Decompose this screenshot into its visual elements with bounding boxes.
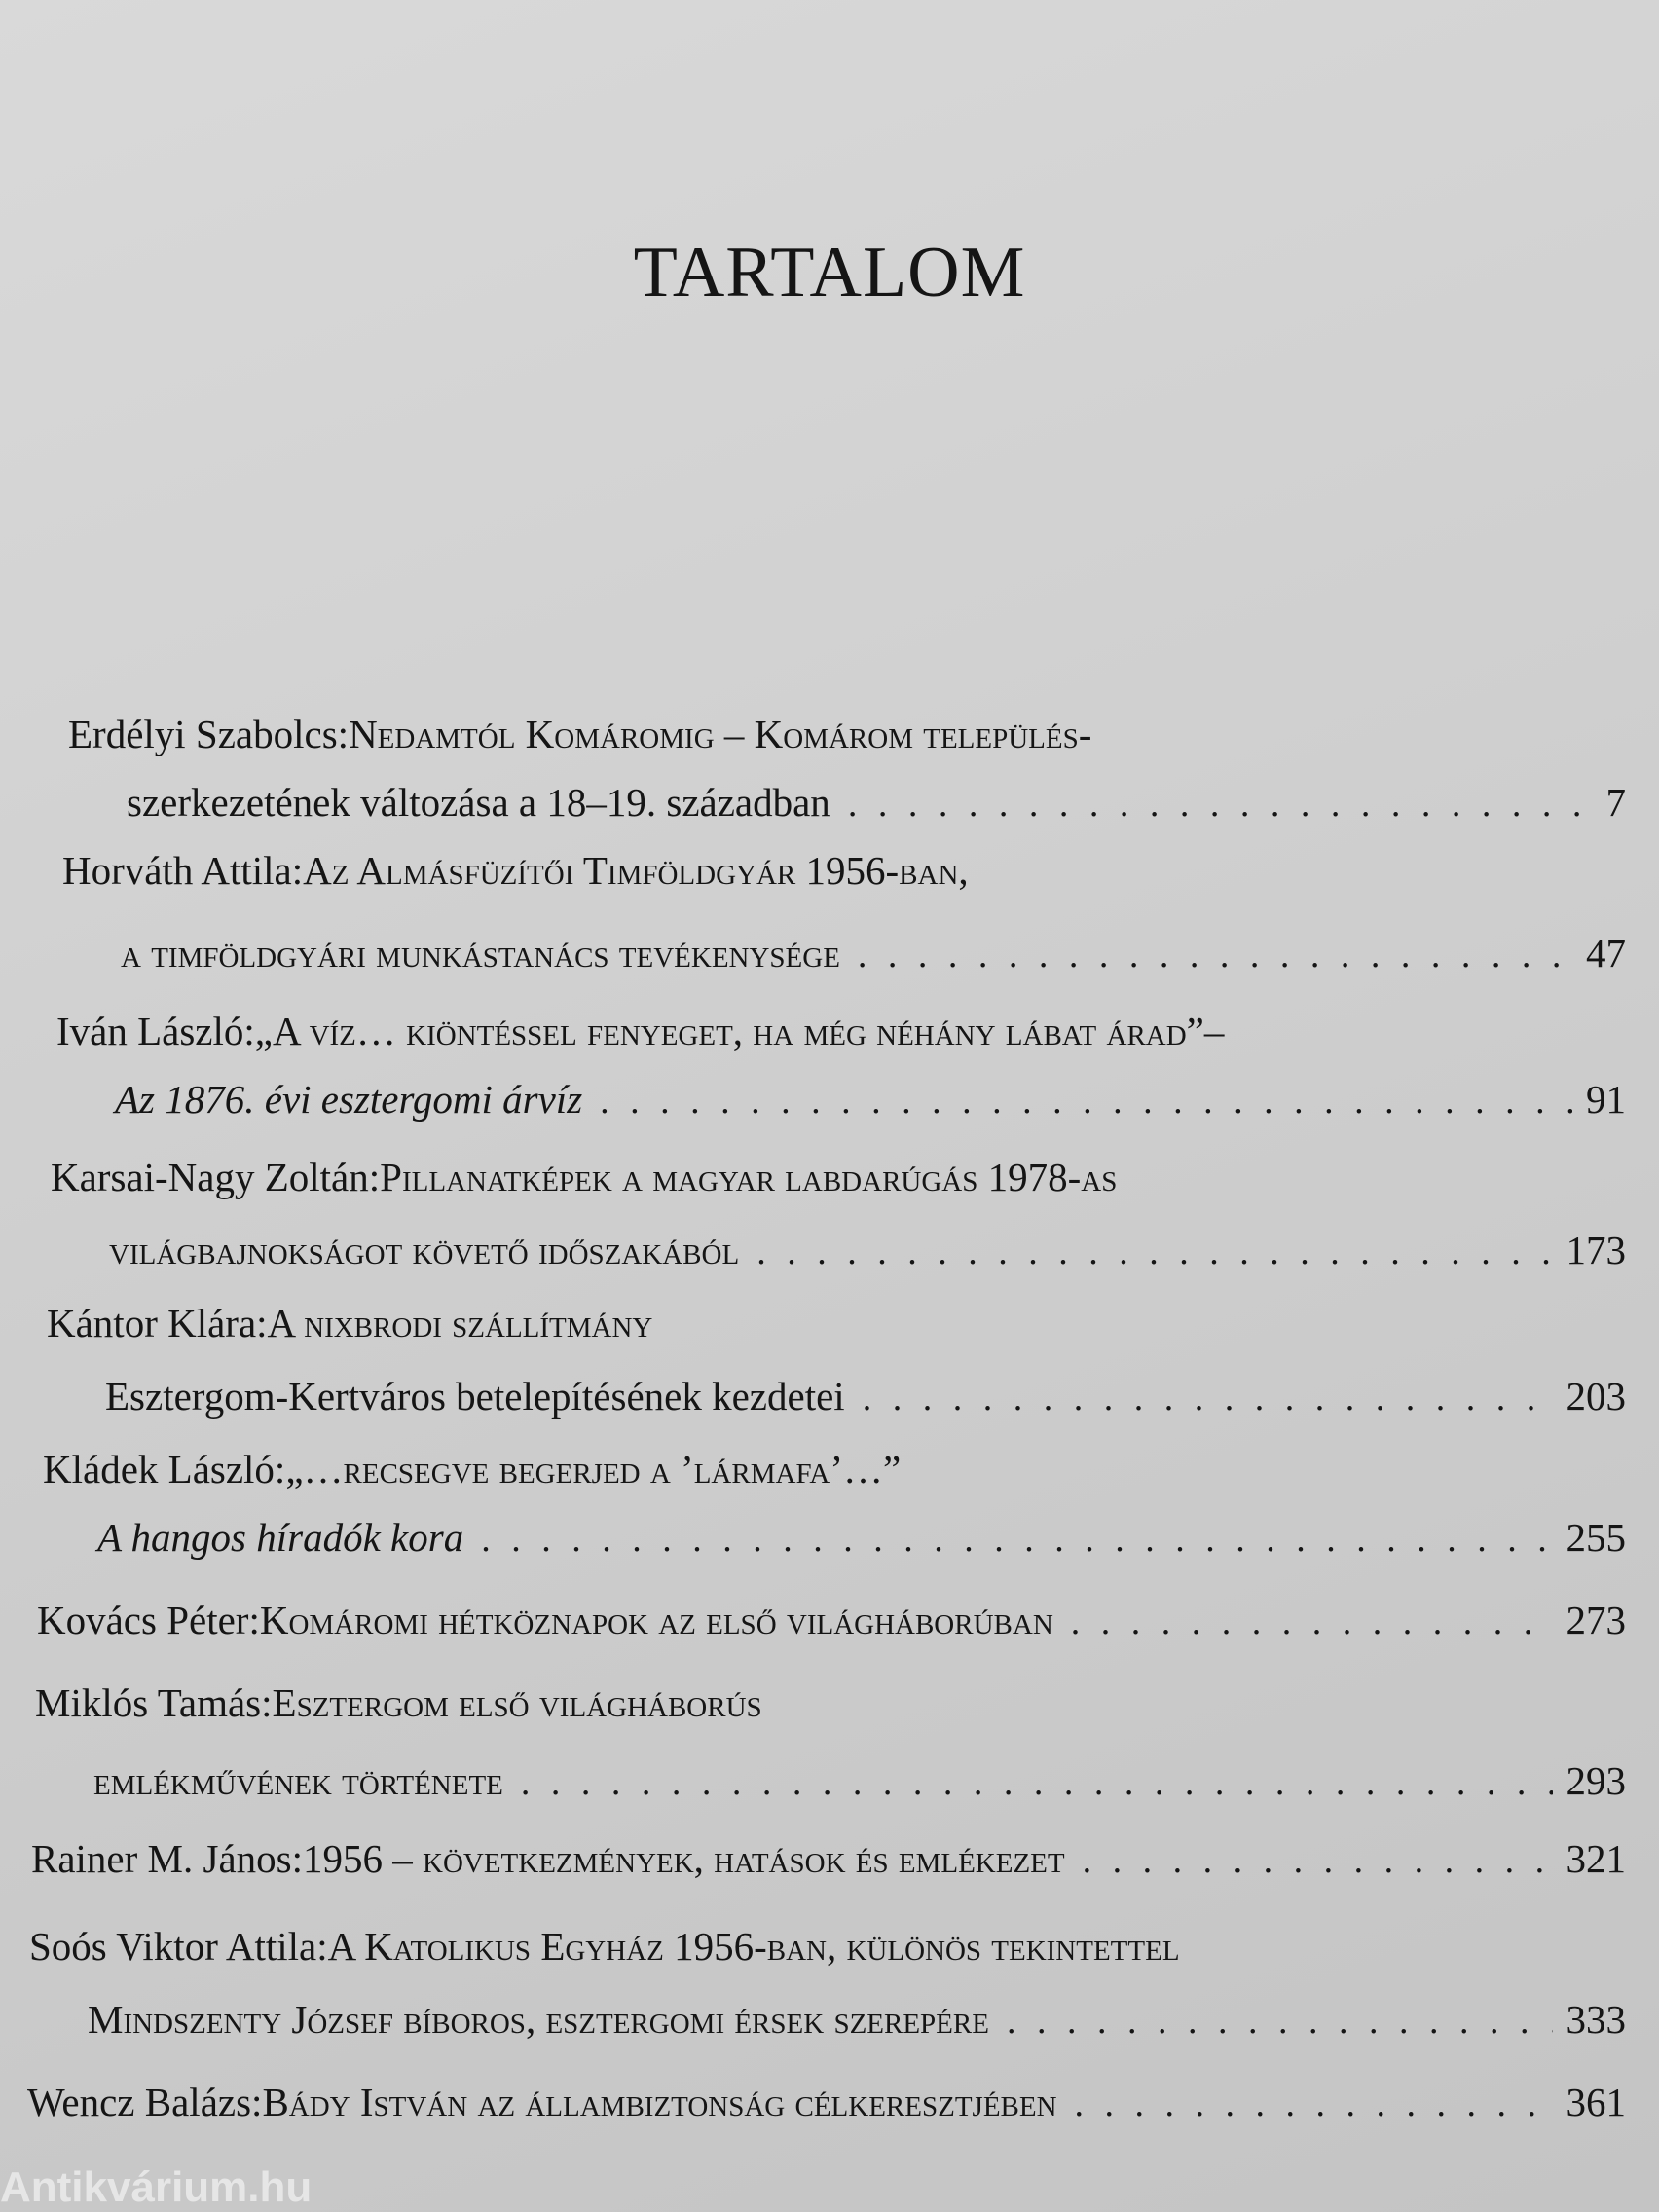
toc-author: Miklós Tamás: [35,1680,273,1725]
toc-title: emlékművének története [93,1758,503,1803]
leader-dots [600,1080,1572,1123]
toc-entry-line [62,847,969,902]
toc-entry-line [43,1446,901,1500]
toc-title: a timföldgyári munkástanács tevékenysége [121,931,840,976]
toc-author: Horváth Attila: [62,848,304,893]
toc-title: „…recsegve begerjed a ’lármafa’…” [285,1447,902,1492]
toc-title: Esztergom-Kertváros betelepítésének kezdetei [105,1374,845,1419]
toc-page-number: 293 [1566,1758,1626,1803]
toc-title: A hangos híradók kora [97,1515,464,1560]
toc-entry-line [31,1835,1626,1890]
toc-page-number: 91 [1586,1077,1626,1122]
leader-dots [1083,1839,1553,1882]
toc-page-number: 273 [1566,1598,1626,1642]
toc-author: Iván László: [56,1009,255,1053]
toc-entry-line [93,1757,1626,1812]
leader-dots [756,1231,1552,1273]
toc-entry-line [127,779,1626,833]
toc-author: Wencz Balázs: [27,2080,263,2124]
toc-page-number: 333 [1566,1997,1626,2042]
toc-title: Esztergom első világháborús [272,1680,762,1725]
toc-entry-line [121,930,1626,984]
toc-page-number: 173 [1566,1228,1626,1272]
toc-title: Bády István az állambiztonság célkeresztjében [262,2080,1057,2124]
toc-author: Rainer M. János: [31,1836,303,1881]
toc-page-number: 203 [1566,1374,1626,1419]
leader-dots [481,1518,1552,1561]
toc-title: Az Almásfüzítői Timföldgyár 1956-ban, [303,848,969,893]
toc-title: világbajnokságot követő időszakából [109,1228,740,1272]
toc-title: Komáromi hétköznapok az első világháborúban [259,1598,1053,1642]
toc-page-number: 361 [1566,2080,1626,2124]
toc-entry-line [105,1373,1626,1427]
leader-dots [1007,2000,1553,2043]
toc-entry-line [68,711,1091,765]
toc-page-number: 255 [1566,1515,1626,1560]
toc-entry-line [51,1154,1117,1208]
toc-entry-line [97,1514,1626,1568]
leader-dots [848,783,1593,826]
toc-author: Erdélyi Szabolcs: [68,712,350,756]
leader-dots [863,1377,1553,1419]
toc-page-number: 7 [1605,780,1626,825]
toc-title: Az 1876. évi esztergomi árvíz [115,1077,583,1122]
toc-entry-line [47,1300,652,1354]
toc-title: Pillanatképek a magyar labdarúgás 1978-as [380,1155,1118,1199]
toc-author: Kántor Klára: [47,1301,268,1346]
toc-title: „A víz… kiöntéssel fenyeget, ha még néhány lábat árad”– [254,1009,1225,1053]
toc-title: A Katolikus Egyház 1956-ban, különös tekintettel [327,1924,1180,1969]
toc-entry-line [88,1996,1626,2050]
toc-author: Karsai-Nagy Zoltán: [51,1155,381,1199]
toc-entry-line [35,1679,762,1734]
toc-title: Nedamtól Komáromig – Komárom település- [349,712,1092,756]
page-title: TARTALOM [633,232,1026,313]
toc-title: A nixbrodi szállítmány [267,1301,653,1346]
toc-title: 1956 – következmények, hatások és emlékezet [303,1836,1065,1881]
toc-title: szerkezetének változása a 18–19. században [127,780,830,825]
toc-author: Soós Viktor Attila: [29,1924,328,1969]
watermark: Antikvárium.hu [0,2163,313,2211]
toc-author: Kládek László: [43,1447,286,1492]
toc-title: Mindszenty József bíboros, esztergomi érsek szerepére [88,1997,989,2042]
toc-entry-line [27,2079,1626,2133]
leader-dots [1071,1601,1553,1643]
toc-page-number: 47 [1586,931,1626,976]
toc-author: Kovács Péter: [37,1598,260,1642]
leader-dots [521,1761,1553,1804]
leader-dots [858,934,1572,977]
toc-entry-line [109,1227,1626,1281]
toc-entry-line [37,1597,1626,1651]
toc-entry-line [115,1076,1626,1130]
toc-page-number: 321 [1566,1836,1626,1881]
leader-dots [1075,2083,1553,2125]
toc-entry-line [56,1008,1224,1062]
toc-entry-line [29,1923,1180,1977]
